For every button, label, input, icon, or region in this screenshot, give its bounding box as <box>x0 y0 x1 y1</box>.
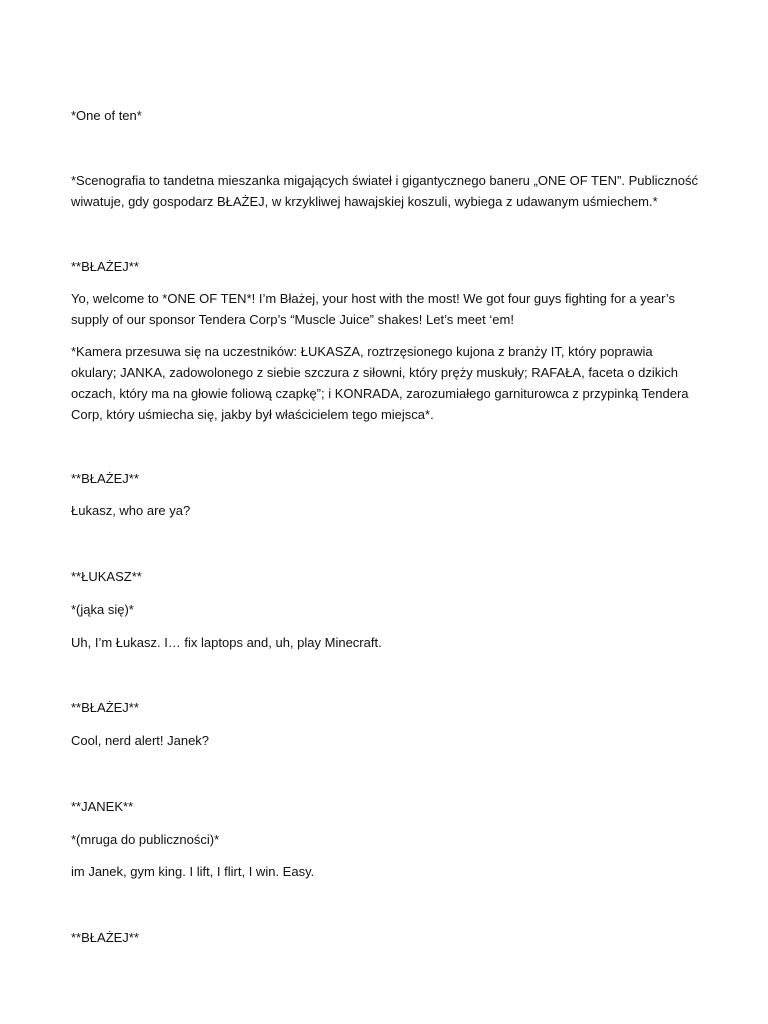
speaker-label: **ŁUKASZ** <box>71 569 142 584</box>
scene-intro-paragraph: *Scenografia to tandetna mieszanka migających świateł i gigantycznego baneru „ONE OF TEN”. Publiczność wiwatuje, gdy gospodarz BŁAŻEJ, w krzykliwej hawajskiej koszuli, wybiega z udawanym uśmiechem.* <box>71 173 702 209</box>
speaker-label: **BŁAŻEJ** <box>71 471 139 486</box>
stage-direction: *(mruga do publiczności)* <box>71 832 220 847</box>
dialogue-line: Yo, welcome to *ONE OF TEN*! I’m Błażej, your host with the most! We got four guys fighting for a year’s supply of our sponsor Tendera Corp’s “Muscle Juice” shakes! Let’s meet ‘em! <box>71 291 679 327</box>
dialogue-line: Łukasz, who are ya? <box>71 503 191 518</box>
dialogue-line: im Janek, gym king. I lift, I flirt, I win. Easy. <box>71 864 315 879</box>
stage-direction: *(jąka się)* <box>71 602 134 617</box>
speaker-label: **JANEK** <box>71 799 134 814</box>
dialogue-line: Uh, I’m Łukasz. I… fix laptops and, uh, play Minecraft. <box>71 635 382 650</box>
speaker-label: **BŁAŻEJ** <box>71 700 139 715</box>
speaker-label: **BŁAŻEJ** <box>71 930 139 945</box>
stage-direction-paragraph: *Kamera przesuwa się na uczestników: ŁUKASZA, roztrzęsionego kujona z branży IT, który poprawia okulary; JANKA, zadowolonego z siebie szczura z siłowni, który pręży muskuły; RAFAŁA, faceta o dzikich oczach, który ma na głowie foliową czapkę”; i KONRADA, zarozumiałego garniturowca z przypinką Tendera Corp, który uśmiecha się, jakby był właścicielem tego miejsca*. <box>71 344 693 422</box>
dialogue-line: Cool, nerd alert! Janek? <box>71 733 210 748</box>
speaker-label: **BŁAŻEJ** <box>71 259 139 274</box>
document-title: *One of ten* <box>71 108 142 123</box>
